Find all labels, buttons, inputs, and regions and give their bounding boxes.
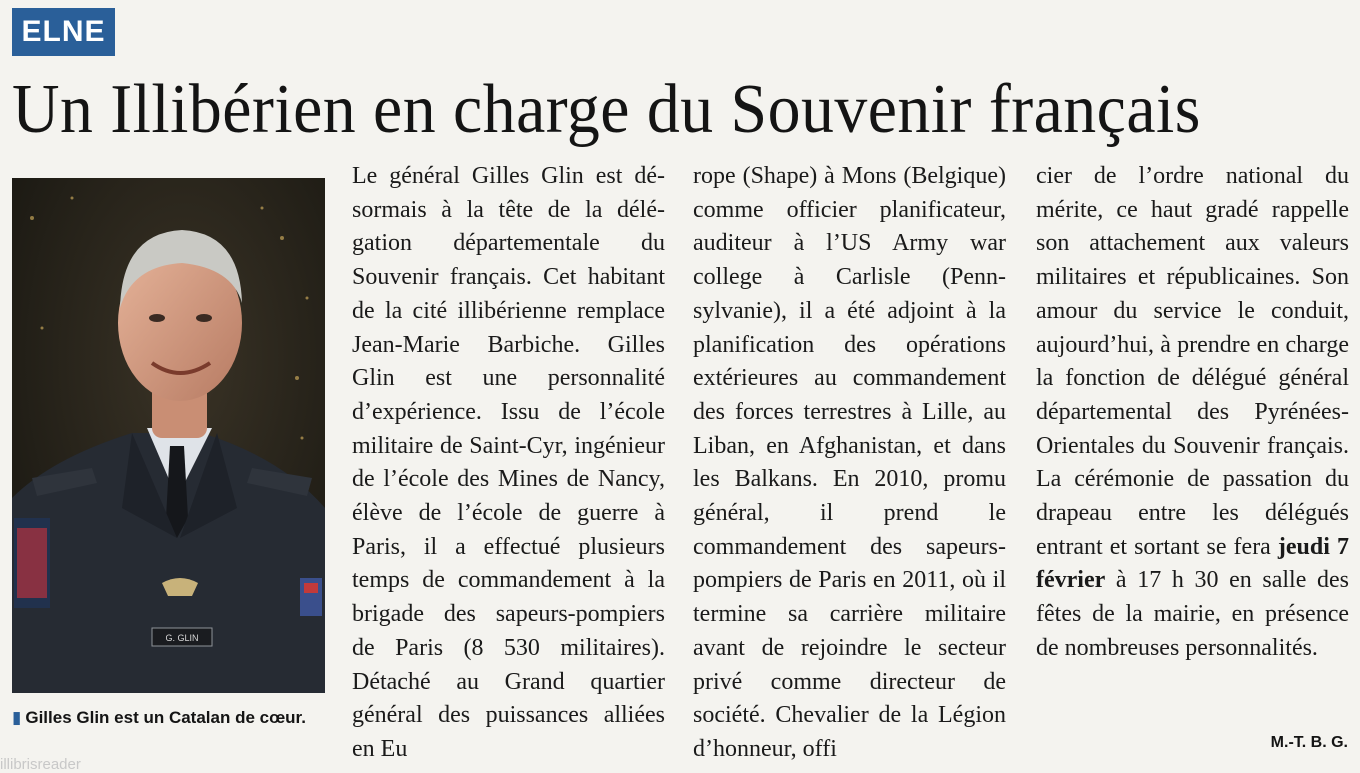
portrait-photo: [12, 178, 325, 693]
article-column-1: [352, 160, 665, 760]
article-column-3: [1036, 160, 1349, 760]
photo-caption: [12, 704, 332, 732]
article-column-2: [693, 160, 1006, 760]
watermark: illibrisreader: [0, 756, 81, 773]
column-3-text-part2: à 17 h 30 en salle des fêtes de la mairie, en présence de nombreuses personnalités.: [1036, 567, 1349, 661]
author-signature: M.-T. B. G.: [1270, 734, 1348, 751]
headline: Un Illibérien en charge du Souvenir français: [12, 71, 1201, 148]
portrait-photo-illustration: [12, 178, 325, 693]
caption-text: Gilles Glin est un Catalan de cœur.: [25, 708, 306, 727]
column-3-text-part1: cier de l’ordre national du mérite, ce haut gradé rappelle son attachement aux valeurs militaires et républicaines. Son amour du service le conduit, aujourd’hui, à prendre en charge la fonction de délégué général départemental des Pyrénées-Orientales du Souvenir français. La cérémonie de passation du drapeau entre les délégués entrant et sortant se fera: [1036, 163, 1349, 560]
column-3-text: [1036, 160, 1349, 666]
name-tag-text: G. GLIN: [165, 633, 199, 643]
column-1-text: Le général Gilles Glin est désormais à la tête de la délégation départementale du Souvenir français. Cet habitant de la cité illibérienne remplace Jean-Marie Barbiche. Gilles Glin est une personnalité d’expérience. Issu de l’école militaire de Saint-Cyr, ingénieur de l’école des Mines de Nancy, élève de l’école de guerre à Paris, il a effectué plusieurs temps de commandement à la brigade des sapeurs-pompiers de Paris (8 530 militaires). Détaché au Grand quartier général des puissances alliées en Eu: [352, 163, 665, 760]
event-date: jeudi 7 février: [1036, 533, 1349, 594]
caption-bullet-icon: ▮: [12, 708, 22, 727]
column-2-text: rope (Shape) à Mons (Belgique) comme officier planificateur, auditeur à l’US Army war college à Carlisle (Pennsylvanie), il a été adjoint à la planification des opérations extérieures au commandement des forces terrestres à Lille, au Liban, en Afghanistan, et dans les Balkans. En 2010, promu général, il prend le commandement des sapeurs-pompiers de Paris en 2011, où il termine sa carrière militaire avant de rejoindre le secteur privé comme directeur de société. Chevalier de la Légion d’honneur, offi: [693, 163, 1006, 760]
section-tag: ELNE: [12, 8, 115, 56]
